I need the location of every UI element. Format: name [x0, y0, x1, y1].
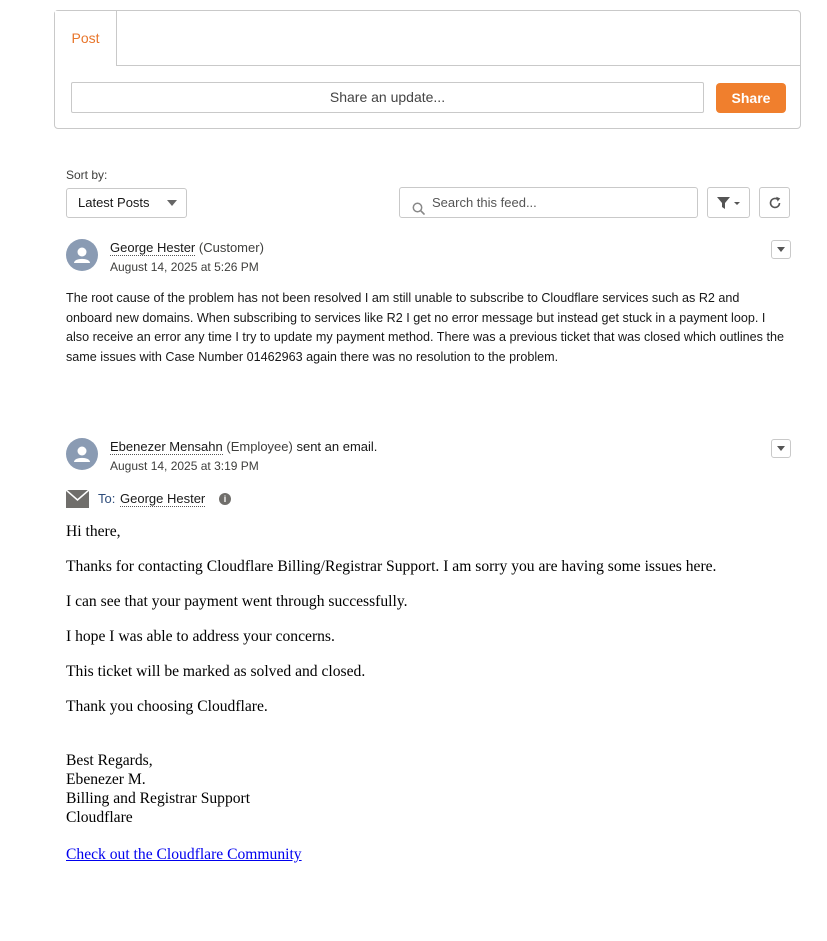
- email-signature: [66, 751, 786, 827]
- to-label: To:: [98, 491, 116, 506]
- email-timestamp[interactable]: August 14, 2025 at 3:19 PM: [110, 459, 259, 473]
- signature-line: Best Regards,: [66, 752, 153, 769]
- publisher-panel: [54, 10, 801, 129]
- user-icon: [66, 239, 98, 271]
- avatar[interactable]: [66, 239, 98, 271]
- user-icon: [66, 438, 98, 470]
- email-author-line: [110, 439, 377, 454]
- post-actions-menu[interactable]: [771, 240, 791, 259]
- refresh-button[interactable]: [759, 187, 790, 218]
- search-feed-placeholder: Search this feed...: [432, 195, 537, 210]
- post-timestamp[interactable]: August 14, 2025 at 5:26 PM: [110, 260, 259, 274]
- share-update-input[interactable]: Share an update...: [71, 82, 704, 113]
- community-link[interactable]: Check out the Cloudflare Community: [66, 846, 302, 863]
- author-role: (Employee): [226, 439, 293, 454]
- share-button[interactable]: Share: [716, 83, 786, 113]
- sort-select-value: Latest Posts: [78, 195, 150, 210]
- sort-select[interactable]: [66, 188, 187, 218]
- author-action: sent an email.: [296, 439, 378, 454]
- email-paragraph: Thanks for contacting Cloudflare Billing/Registrar Support. I am sorry you are having some issues here.: [66, 558, 717, 575]
- author-name[interactable]: Ebenezer Mensahn: [110, 439, 223, 454]
- email-paragraph: Thank you choosing Cloudflare.: [66, 698, 268, 715]
- author-name[interactable]: George Hester: [110, 240, 196, 255]
- email-paragraph: I hope I was able to address your concerns.: [66, 628, 335, 645]
- avatar[interactable]: [66, 438, 98, 470]
- email-actions-menu[interactable]: [771, 439, 791, 458]
- tab-post[interactable]: Post: [55, 11, 117, 66]
- search-icon: [412, 196, 425, 225]
- email-icon: [66, 490, 89, 511]
- post-author-line: [110, 240, 264, 255]
- chevron-down-icon: [167, 200, 177, 206]
- search-feed-input[interactable]: [399, 187, 698, 218]
- sort-by-label: Sort by:: [66, 168, 108, 182]
- email-paragraph: I can see that your payment went through successfully.: [66, 593, 408, 610]
- filter-icon: [717, 196, 741, 215]
- publisher-tabs: [55, 11, 800, 66]
- email-greeting: Hi there,: [66, 523, 121, 540]
- email-paragraph: This ticket will be marked as solved and closed.: [66, 663, 366, 680]
- filter-button[interactable]: [707, 187, 750, 218]
- email-body: [66, 522, 786, 880]
- signature-line: Ebenezer M.: [66, 771, 146, 788]
- refresh-icon: [768, 196, 782, 215]
- signature-line: Cloudflare: [66, 809, 133, 826]
- signature-line: Billing and Registrar Support: [66, 790, 251, 807]
- post-body: The root cause of the problem has not been resolved I am still unable to subscribe to Cloudflare services such as R2 and onboard new domains. When subscribing to services like R2 I get no error message but instead get stuck in a payment loop. I also receive an error any time I try to update my payment method. There was a previous ticket that was closed which outlines the same issues with Case Number 01462963 again there was no resolution to the problem.: [66, 291, 784, 364]
- author-role: (Customer): [198, 240, 264, 255]
- recipient-name[interactable]: George Hester: [120, 491, 206, 506]
- info-icon[interactable]: i: [219, 493, 231, 505]
